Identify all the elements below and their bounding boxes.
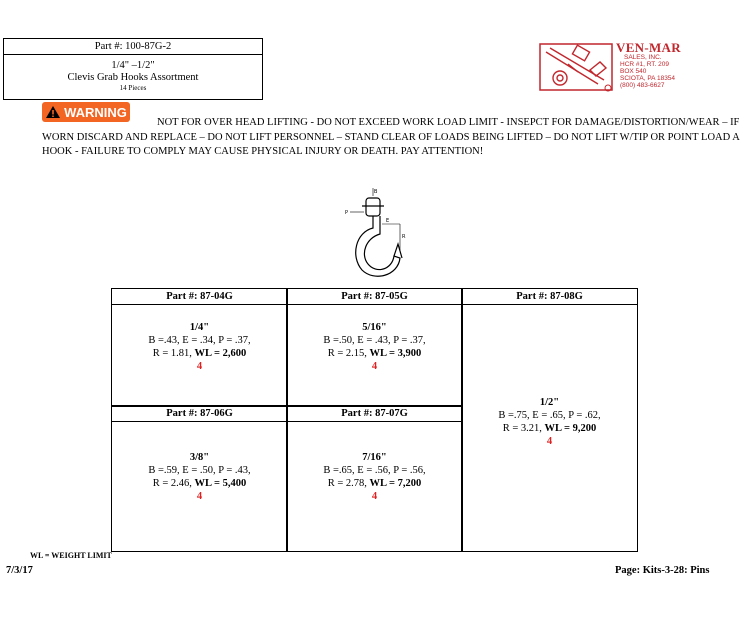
part-wl: WL = 3,900	[369, 348, 422, 359]
header-pieces: 14 Pieces	[119, 84, 147, 92]
part-header-87-05g: Part #: 87-05G	[287, 289, 462, 305]
part-radius: R = 3.21,	[502, 423, 545, 434]
part-wl: WL = 2,600	[194, 348, 247, 359]
logo-line-3: BOX 540	[620, 68, 647, 75]
part-qty: 4	[371, 361, 378, 372]
part-wl: WL = 5,400	[194, 478, 247, 489]
label-e: E	[386, 218, 390, 224]
part-cell-87-05g	[287, 321, 462, 373]
part-radius: R = 2.78,	[327, 478, 370, 489]
part-dims: B =.50, E = .43, P = .37,	[323, 335, 426, 346]
clevis-hook-diagram	[336, 186, 414, 286]
logo-line-5: (800) 483-6627	[620, 82, 665, 89]
part-size: 1/2"	[539, 397, 560, 408]
part-cell-87-06g	[112, 451, 287, 503]
header-description: Clevis Grab Hooks Assortment	[67, 72, 199, 83]
part-cell-87-07g	[287, 451, 462, 503]
part-size: 3/8"	[189, 452, 210, 463]
footer-page: Page: Kits-3-28: Pins	[615, 565, 710, 576]
part-radius: R = 2.15,	[327, 348, 370, 359]
part-header-87-07g: Part #: 87-07G	[287, 406, 462, 422]
logo-line-1: SALES, INC.	[624, 54, 662, 61]
part-size: 7/16"	[362, 452, 387, 463]
logo-line-2: HCR #1, RT. 209	[620, 61, 670, 68]
part-wl: WL = 7,200	[369, 478, 422, 489]
part-radius: R = 1.81,	[152, 348, 195, 359]
header-part-number: Part #: 100-87G-2	[4, 39, 262, 55]
warning-text: NOT FOR OVER HEAD LIFTING - DO NOT EXCEED WORK LOAD LIMIT - INSEPCT FOR DAMAGE/DISTORTION/WEAR – IF WORN DISCARD AND REPLACE – DO NOT LIFT PERSONNEL – STAND CLEAR OF LOADS BEING LIFTED – DO NOT LIFT W/TIP OR POINT LOAD A HOOK - FAILURE TO COMPLY MAY CAUSE PHYSICAL INJURY OR DEATH. PAY ATTENTION!	[42, 117, 740, 157]
header-box	[3, 38, 263, 100]
label-b: B	[374, 189, 378, 195]
part-size: 5/16"	[362, 322, 387, 333]
part-header-87-04g: Part #: 87-04G	[112, 289, 287, 305]
label-r: R	[402, 234, 406, 240]
part-size: 1/4"	[189, 322, 210, 333]
logo-line-4: SCIOTA, PA 18354	[620, 75, 676, 82]
part-header-87-08g: Part #: 87-08G	[462, 289, 637, 305]
part-radius: R = 2.46,	[152, 478, 195, 489]
part-dims: B =.75, E = .65, P = .62,	[498, 410, 601, 421]
part-qty: 4	[546, 436, 553, 447]
wl-legend: WL = WEIGHT LIMIT	[30, 551, 112, 560]
label-p: P	[345, 210, 349, 216]
part-header-87-06g: Part #: 87-06G	[112, 406, 287, 422]
part-dims: B =.43, E = .34, P = .37,	[148, 335, 251, 346]
logo-name: VEN-MAR	[616, 40, 681, 55]
part-qty: 4	[371, 491, 378, 502]
warning-label: WARNING	[64, 104, 127, 120]
part-dims: B =.65, E = .56, P = .56,	[323, 465, 426, 476]
header-size-range: 1/4" –1/2"	[111, 60, 155, 71]
footer-date: 7/3/17	[6, 565, 33, 576]
part-dims: B =.59, E = .50, P = .43,	[148, 465, 251, 476]
part-cell-87-04g	[112, 321, 287, 373]
parts-table	[111, 288, 638, 552]
part-qty: 4	[196, 491, 203, 502]
part-qty: 4	[196, 361, 203, 372]
part-cell-87-08g	[462, 396, 637, 448]
part-wl: WL = 9,200	[544, 423, 597, 434]
